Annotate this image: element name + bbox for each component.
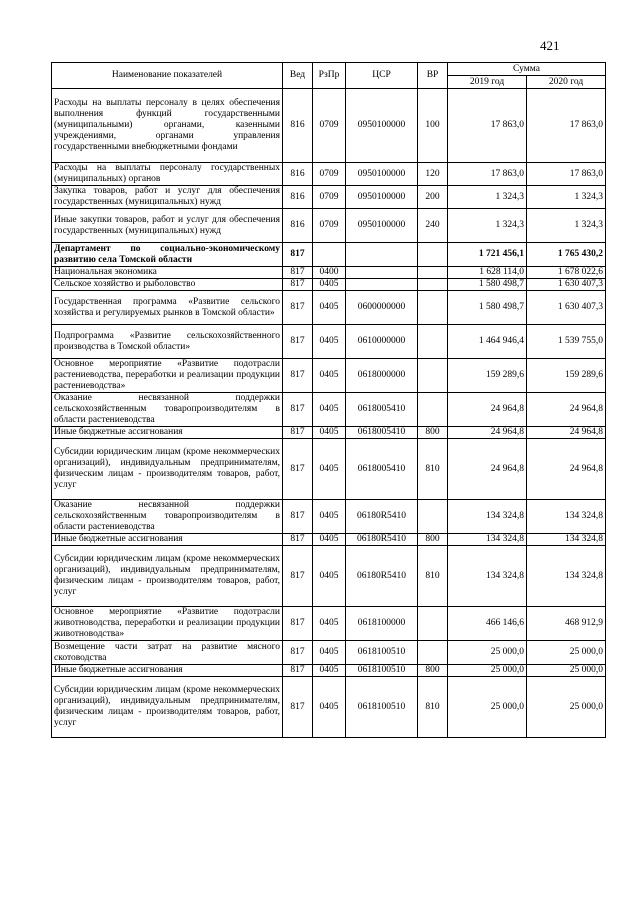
cell-rzpr: 0405 <box>313 677 346 738</box>
cell-ved: 817 <box>283 279 313 291</box>
cell-vr <box>418 279 448 291</box>
cell-ved: 816 <box>283 89 313 163</box>
cell-rzpr: 0709 <box>313 89 346 163</box>
cell-rzpr: 0405 <box>313 546 346 607</box>
cell-y2020: 468 912,9 <box>527 607 606 641</box>
cell-name: Основное мероприятие «Развитие подотрасли растениеводства, переработки и реализации продукции растениеводства» <box>52 359 283 393</box>
cell-rzpr: 0405 <box>313 500 346 534</box>
cell-y2020: 1 765 430,2 <box>527 243 606 267</box>
cell-vr <box>418 641 448 665</box>
cell-vr <box>418 500 448 534</box>
cell-csr <box>346 243 418 267</box>
table-row <box>52 393 606 427</box>
cell-ved: 817 <box>283 546 313 607</box>
cell-y2019: 24 964,8 <box>448 393 527 427</box>
cell-vr: 800 <box>418 534 448 546</box>
table-row <box>52 267 606 279</box>
cell-rzpr: 0709 <box>313 209 346 243</box>
table-row <box>52 665 606 677</box>
cell-name: Субсидии юридическим лицам (кроме некоммерческих организаций), индивидуальным предпринимателям, физическим лицам - производителям товаров, работ, услуг <box>52 677 283 738</box>
cell-ved: 816 <box>283 186 313 209</box>
cell-y2019: 1 464 946,4 <box>448 325 527 359</box>
cell-rzpr: 0405 <box>313 534 346 546</box>
cell-rzpr: 0405 <box>313 279 346 291</box>
cell-y2020: 17 863,0 <box>527 163 606 186</box>
cell-rzpr: 0405 <box>313 427 346 439</box>
cell-name: Возмещение части затрат на развитие мясного скотоводства <box>52 641 283 665</box>
cell-ved: 817 <box>283 393 313 427</box>
cell-vr: 200 <box>418 186 448 209</box>
cell-ved: 817 <box>283 325 313 359</box>
cell-vr <box>418 607 448 641</box>
cell-y2019: 25 000,0 <box>448 641 527 665</box>
cell-vr: 240 <box>418 209 448 243</box>
cell-vr: 810 <box>418 546 448 607</box>
table-row <box>52 325 606 359</box>
table-row <box>52 500 606 534</box>
cell-ved: 817 <box>283 607 313 641</box>
header-vr: ВР <box>418 63 448 89</box>
cell-y2020: 134 324,8 <box>527 500 606 534</box>
cell-y2020: 24 964,8 <box>527 427 606 439</box>
cell-csr: 0618005410 <box>346 393 418 427</box>
cell-y2019: 24 964,8 <box>448 439 527 500</box>
cell-csr: 0610000000 <box>346 325 418 359</box>
cell-csr: 0618100000 <box>346 607 418 641</box>
page-number: 421 <box>540 38 560 53</box>
cell-y2020: 134 324,8 <box>527 534 606 546</box>
cell-csr: 0950100000 <box>346 186 418 209</box>
cell-ved: 817 <box>283 427 313 439</box>
cell-csr: 0950100000 <box>346 89 418 163</box>
cell-rzpr: 0405 <box>313 665 346 677</box>
cell-vr: 100 <box>418 89 448 163</box>
table-row <box>52 186 606 209</box>
cell-ved: 817 <box>283 439 313 500</box>
cell-ved: 816 <box>283 209 313 243</box>
cell-vr <box>418 243 448 267</box>
cell-name: Субсидии юридическим лицам (кроме некоммерческих организаций), индивидуальным предпринимателям, физическим лицам - производителям товаров, работ, услуг <box>52 546 283 607</box>
cell-ved: 816 <box>283 163 313 186</box>
cell-ved: 817 <box>283 291 313 325</box>
cell-name: Оказание несвязанной поддержки сельскохозяйственным товаропроизводителям в области растениеводства <box>52 393 283 427</box>
cell-rzpr: 0405 <box>313 607 346 641</box>
table-row <box>52 641 606 665</box>
cell-name: Иные закупки товаров, работ и услуг для обеспечения государственных (муниципальных) нужд <box>52 209 283 243</box>
cell-name: Государственная программа «Развитие сельского хозяйства и регулируемых рынков в Томской области» <box>52 291 283 325</box>
cell-rzpr: 0405 <box>313 641 346 665</box>
cell-csr: 06180R5410 <box>346 534 418 546</box>
cell-y2020: 1 630 407,3 <box>527 291 606 325</box>
cell-vr <box>418 393 448 427</box>
cell-y2020: 1 630 407,3 <box>527 279 606 291</box>
cell-y2019: 1 324,3 <box>448 186 527 209</box>
cell-rzpr: 0400 <box>313 267 346 279</box>
cell-y2020: 1 324,3 <box>527 209 606 243</box>
cell-vr: 120 <box>418 163 448 186</box>
cell-csr: 0618005410 <box>346 427 418 439</box>
cell-y2020: 1 678 022,6 <box>527 267 606 279</box>
table-row <box>52 279 606 291</box>
cell-vr: 810 <box>418 677 448 738</box>
cell-vr <box>418 325 448 359</box>
header-2019: 2019 год <box>448 76 527 89</box>
cell-name: Иные бюджетные ассигнования <box>52 665 283 677</box>
cell-rzpr: 0405 <box>313 359 346 393</box>
cell-vr: 800 <box>418 427 448 439</box>
cell-name: Закупка товаров, работ и услуг для обеспечения государственных (муниципальных) нужд <box>52 186 283 209</box>
table-row <box>52 359 606 393</box>
cell-ved: 817 <box>283 359 313 393</box>
cell-ved: 817 <box>283 243 313 267</box>
header-sum: Сумма <box>448 63 606 76</box>
cell-y2019: 25 000,0 <box>448 677 527 738</box>
cell-y2020: 25 000,0 <box>527 677 606 738</box>
cell-csr: 0618100510 <box>346 641 418 665</box>
cell-y2020: 25 000,0 <box>527 641 606 665</box>
cell-y2019: 24 964,8 <box>448 427 527 439</box>
table-row <box>52 89 606 163</box>
cell-y2019: 17 863,0 <box>448 163 527 186</box>
header-2020: 2020 год <box>527 76 606 89</box>
table-row <box>52 546 606 607</box>
cell-csr: 0618100510 <box>346 665 418 677</box>
table-row <box>52 534 606 546</box>
table-row <box>52 427 606 439</box>
cell-vr <box>418 291 448 325</box>
cell-y2020: 24 964,8 <box>527 393 606 427</box>
cell-y2019: 1 628 114,0 <box>448 267 527 279</box>
cell-name: Иные бюджетные ассигнования <box>52 427 283 439</box>
cell-name: Национальная экономика <box>52 267 283 279</box>
cell-rzpr <box>313 243 346 267</box>
header-name: Наименование показателей <box>52 63 283 89</box>
cell-y2019: 134 324,8 <box>448 546 527 607</box>
cell-name: Расходы на выплаты персоналу государственных (муниципальных) органов <box>52 163 283 186</box>
cell-csr: 06180R5410 <box>346 546 418 607</box>
cell-csr: 06180R5410 <box>346 500 418 534</box>
cell-csr: 0618005410 <box>346 439 418 500</box>
cell-y2019: 1 324,3 <box>448 209 527 243</box>
cell-vr <box>418 267 448 279</box>
cell-y2019: 466 146,6 <box>448 607 527 641</box>
cell-y2020: 24 964,8 <box>527 439 606 500</box>
cell-name: Субсидии юридическим лицам (кроме некоммерческих организаций), индивидуальным предпринимателям, физическим лицам - производителям товаров, работ, услуг <box>52 439 283 500</box>
cell-y2019: 1 721 456,1 <box>448 243 527 267</box>
cell-y2019: 1 580 498,7 <box>448 279 527 291</box>
cell-rzpr: 0405 <box>313 291 346 325</box>
cell-rzpr: 0709 <box>313 186 346 209</box>
table-row <box>52 163 606 186</box>
cell-ved: 817 <box>283 534 313 546</box>
table-row <box>52 677 606 738</box>
header-ved: Вед <box>283 63 313 89</box>
header-rzpr: РзПр <box>313 63 346 89</box>
cell-name: Иные бюджетные ассигнования <box>52 534 283 546</box>
table-row <box>52 607 606 641</box>
cell-y2020: 1 539 755,0 <box>527 325 606 359</box>
cell-csr: 0618100510 <box>346 677 418 738</box>
cell-name: Оказание несвязанной поддержки сельскохозяйственным товаропроизводителям в области растениеводства <box>52 500 283 534</box>
cell-vr: 800 <box>418 665 448 677</box>
budget-table <box>51 62 606 738</box>
cell-csr: 0950100000 <box>346 163 418 186</box>
table-row <box>52 439 606 500</box>
header-csr: ЦСР <box>346 63 418 89</box>
table-row <box>52 291 606 325</box>
cell-y2019: 134 324,8 <box>448 534 527 546</box>
cell-rzpr: 0405 <box>313 439 346 500</box>
cell-ved: 817 <box>283 665 313 677</box>
cell-csr <box>346 267 418 279</box>
cell-csr: 0600000000 <box>346 291 418 325</box>
cell-csr: 0618000000 <box>346 359 418 393</box>
cell-name: Сельское хозяйство и рыболовство <box>52 279 283 291</box>
cell-csr: 0950100000 <box>346 209 418 243</box>
cell-vr: 810 <box>418 439 448 500</box>
cell-name: Расходы на выплаты персоналу в целях обеспечения выполнения функций государственными (муниципальными) органами, казенными учреждениями, органами управления государственными внебюджетными фондами <box>52 89 283 163</box>
cell-y2019: 25 000,0 <box>448 665 527 677</box>
cell-ved: 817 <box>283 677 313 738</box>
cell-name: Основное мероприятие «Развитие подотрасли животноводства, переработки и реализации продукции животноводства» <box>52 607 283 641</box>
cell-ved: 817 <box>283 641 313 665</box>
cell-y2019: 17 863,0 <box>448 89 527 163</box>
cell-ved: 817 <box>283 267 313 279</box>
cell-y2020: 1 324,3 <box>527 186 606 209</box>
table-row <box>52 209 606 243</box>
cell-rzpr: 0709 <box>313 163 346 186</box>
cell-y2020: 134 324,8 <box>527 546 606 607</box>
cell-y2020: 159 289,6 <box>527 359 606 393</box>
cell-y2019: 159 289,6 <box>448 359 527 393</box>
cell-csr <box>346 279 418 291</box>
cell-name: Подпрограмма «Развитие сельскохозяйственного производства в Томской области» <box>52 325 283 359</box>
cell-y2020: 25 000,0 <box>527 665 606 677</box>
cell-rzpr: 0405 <box>313 393 346 427</box>
table-row <box>52 243 606 267</box>
cell-vr <box>418 359 448 393</box>
cell-rzpr: 0405 <box>313 325 346 359</box>
cell-name: Департамент по социально-экономическому развитию села Томской области <box>52 243 283 267</box>
cell-ved: 817 <box>283 500 313 534</box>
cell-y2020: 17 863,0 <box>527 89 606 163</box>
cell-y2019: 134 324,8 <box>448 500 527 534</box>
cell-y2019: 1 580 498,7 <box>448 291 527 325</box>
